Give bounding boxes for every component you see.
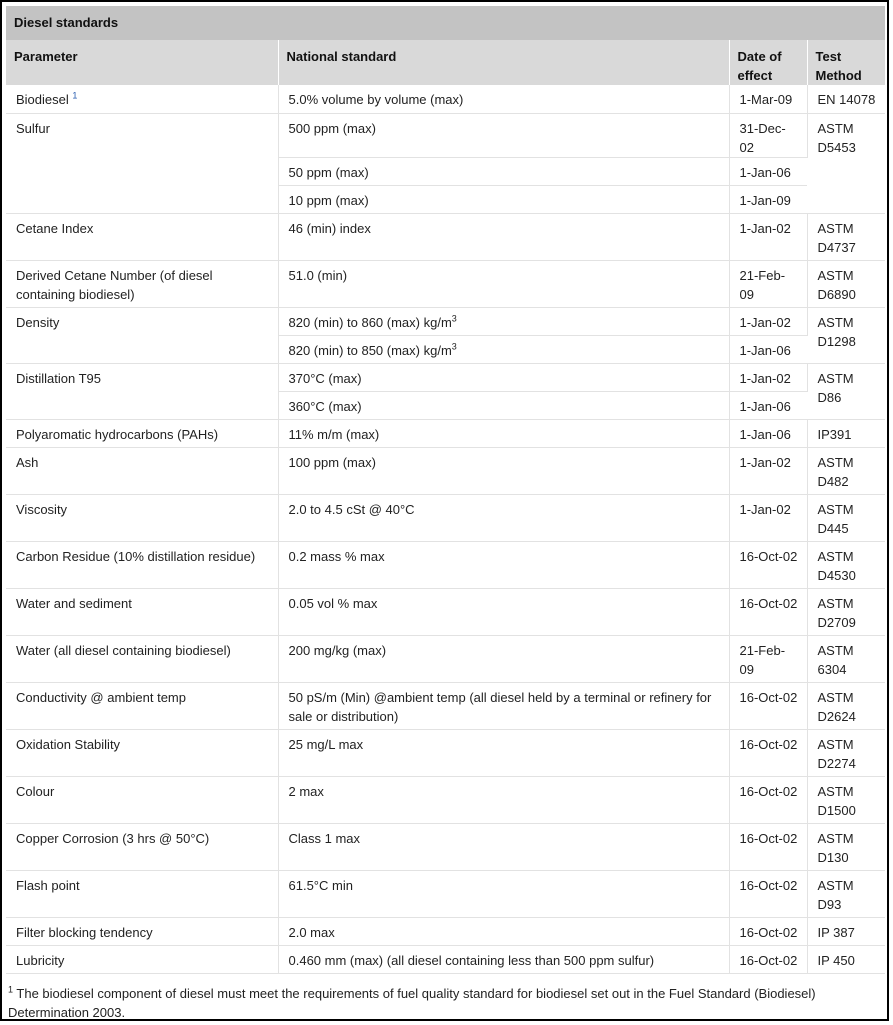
table-row xyxy=(6,541,885,588)
cell-standard: 360°C (max) xyxy=(278,391,729,419)
cell-parameter: Oxidation Stability xyxy=(6,729,278,776)
cell-method: ASTM D1298 xyxy=(807,307,885,363)
cell-method: ASTM D2624 xyxy=(807,682,885,729)
cell-date: 16-Oct-02 xyxy=(729,541,807,588)
cell-method: ASTM D1500 xyxy=(807,776,885,823)
table-row xyxy=(6,682,885,729)
cell-parameter: Colour xyxy=(6,776,278,823)
cell-parameter: Copper Corrosion (3 hrs @ 50°C) xyxy=(6,823,278,870)
header-national-standard: National standard xyxy=(278,40,729,85)
cell-date: 1-Jan-06 xyxy=(729,419,807,447)
cell-method: ASTM D5453 xyxy=(807,113,885,213)
table-row xyxy=(6,447,885,494)
cell-parameter: Density xyxy=(6,307,278,363)
cell-standard: 25 mg/L max xyxy=(278,729,729,776)
cell-date: 1-Jan-02 xyxy=(729,307,807,335)
cell-method: ASTM D86 xyxy=(807,363,885,419)
header-test-method: Test Method xyxy=(807,40,885,85)
cell-date: 16-Oct-02 xyxy=(729,682,807,729)
cell-date: 16-Oct-02 xyxy=(729,917,807,945)
table-row xyxy=(6,85,885,113)
cell-parameter: Ash xyxy=(6,447,278,494)
cell-standard: 5.0% volume by volume (max) xyxy=(278,85,729,113)
cell-date: 16-Oct-02 xyxy=(729,823,807,870)
table-row xyxy=(6,494,885,541)
table-row xyxy=(6,917,885,945)
cell-parameter: Polyaromatic hydrocarbons (PAHs) xyxy=(6,419,278,447)
cell-method: ASTM D2274 xyxy=(807,729,885,776)
table-row xyxy=(6,776,885,823)
cell-parameter: Flash point xyxy=(6,870,278,917)
cell-method: EN 14078 xyxy=(807,85,885,113)
footnote xyxy=(8,984,878,1022)
cell-parameter: Conductivity @ ambient temp xyxy=(6,682,278,729)
cell-method: IP 387 xyxy=(807,917,885,945)
cell-date: 1-Jan-02 xyxy=(729,447,807,494)
cell-date: 1-Jan-02 xyxy=(729,494,807,541)
cell-standard: 50 pS/m (Min) @ambient temp (all diesel held by a terminal or refinery for sale or distribution) xyxy=(278,682,729,729)
cell-method: ASTM D93 xyxy=(807,870,885,917)
table-row xyxy=(6,870,885,917)
cell-date: 1-Jan-02 xyxy=(729,363,807,391)
cell-parameter: Lubricity xyxy=(6,945,278,973)
cell-date: 16-Oct-02 xyxy=(729,729,807,776)
cell-standard: 51.0 (min) xyxy=(278,260,729,307)
cell-date: 16-Oct-02 xyxy=(729,870,807,917)
cell-parameter: Carbon Residue (10% distillation residue) xyxy=(6,541,278,588)
table-row xyxy=(6,260,885,307)
cell-standard: 0.460 mm (max) (all diesel containing less than 500 ppm sulfur) xyxy=(278,945,729,973)
cell-standard: 500 ppm (max) xyxy=(278,113,729,157)
header-parameter: Parameter xyxy=(6,40,278,85)
table-row xyxy=(6,307,885,335)
cell-standard: 820 (min) to 850 (max) $kg/m^3$ xyxy=(278,335,729,363)
table-header-row xyxy=(6,40,885,85)
cell-date: 16-Oct-02 xyxy=(729,945,807,973)
cell-standard: 0.2 mass % max xyxy=(278,541,729,588)
table-row xyxy=(6,113,885,157)
cell-date: 1-Jan-06 xyxy=(729,335,807,363)
cell-standard: 61.5°C min xyxy=(278,870,729,917)
cell-method: ASTM D4530 xyxy=(807,541,885,588)
cell-standard: 820 (min) to 860 (max) $kg/m^3$ xyxy=(278,307,729,335)
cell-method: ASTM 6304 xyxy=(807,635,885,682)
cell-parameter: Water and sediment xyxy=(6,588,278,635)
table-row xyxy=(6,588,885,635)
cell-date: 21-Feb-09 xyxy=(729,635,807,682)
footnote-marker: 1 xyxy=(8,984,14,995)
diesel-standards-table-wrapper xyxy=(6,6,885,974)
cell-date: 16-Oct-02 xyxy=(729,776,807,823)
cell-date: 31-Dec-02 xyxy=(729,113,807,157)
cell-parameter: Water (all diesel containing biodiesel) xyxy=(6,635,278,682)
cell-method: ASTM D2709 xyxy=(807,588,885,635)
table-row xyxy=(6,635,885,682)
cell-standard: Class 1 max xyxy=(278,823,729,870)
cell-date: 16-Oct-02 xyxy=(729,588,807,635)
cell-standard: 370°C (max) xyxy=(278,363,729,391)
cell-date: 1-Jan-06 xyxy=(729,157,807,185)
cell-standard: 11% m/m (max) xyxy=(278,419,729,447)
cell-standard: 2 max xyxy=(278,776,729,823)
cell-standard: 0.05 vol % max xyxy=(278,588,729,635)
table-row xyxy=(6,945,885,973)
footnote-text: The biodiesel component of diesel must meet the requirements of fuel quality standard for biodiesel set out in the Fuel Standard (Biodiesel) Determination 2003. xyxy=(8,986,816,1020)
cell-parameter: Viscosity xyxy=(6,494,278,541)
cell-parameter: Biodiesel $^1$ xyxy=(6,85,278,113)
cell-method: IP391 xyxy=(807,419,885,447)
cell-standard: 100 ppm (max) xyxy=(278,447,729,494)
cell-parameter: Distillation T95 xyxy=(6,363,278,419)
footnote-link[interactable]: 1 xyxy=(72,90,78,101)
cell-method: ASTM D6890 xyxy=(807,260,885,307)
cell-date: 1-Mar-09 xyxy=(729,85,807,113)
cell-date: 1-Jan-02 xyxy=(729,213,807,260)
header-date-of-effect: Date of effect xyxy=(729,40,807,85)
table-row xyxy=(6,823,885,870)
table-row xyxy=(6,363,885,391)
cell-parameter: Filter blocking tendency xyxy=(6,917,278,945)
cell-date: 21-Feb-09 xyxy=(729,260,807,307)
cell-method: ASTM D482 xyxy=(807,447,885,494)
cell-method: ASTM D130 xyxy=(807,823,885,870)
cell-standard: 200 mg/kg (max) xyxy=(278,635,729,682)
cell-method: ASTM D445 xyxy=(807,494,885,541)
cell-method: IP 450 xyxy=(807,945,885,973)
table-caption: Diesel standards xyxy=(6,6,885,40)
cell-date: 1-Jan-09 xyxy=(729,185,807,213)
cell-standard: 2.0 to 4.5 cSt @ 40°C xyxy=(278,494,729,541)
cell-parameter: Sulfur xyxy=(6,113,278,213)
cell-date: 1-Jan-06 xyxy=(729,391,807,419)
cell-standard: 10 ppm (max) xyxy=(278,185,729,213)
cell-parameter: Cetane Index xyxy=(6,213,278,260)
cell-standard: 2.0 max xyxy=(278,917,729,945)
table-row xyxy=(6,419,885,447)
cell-method: ASTM D4737 xyxy=(807,213,885,260)
table-row xyxy=(6,729,885,776)
table-row xyxy=(6,213,885,260)
cell-parameter: Derived Cetane Number (of diesel containing biodiesel) xyxy=(6,260,278,307)
cell-standard: 50 ppm (max) xyxy=(278,157,729,185)
diesel-standards-table xyxy=(6,40,885,974)
cell-standard: 46 (min) index xyxy=(278,213,729,260)
